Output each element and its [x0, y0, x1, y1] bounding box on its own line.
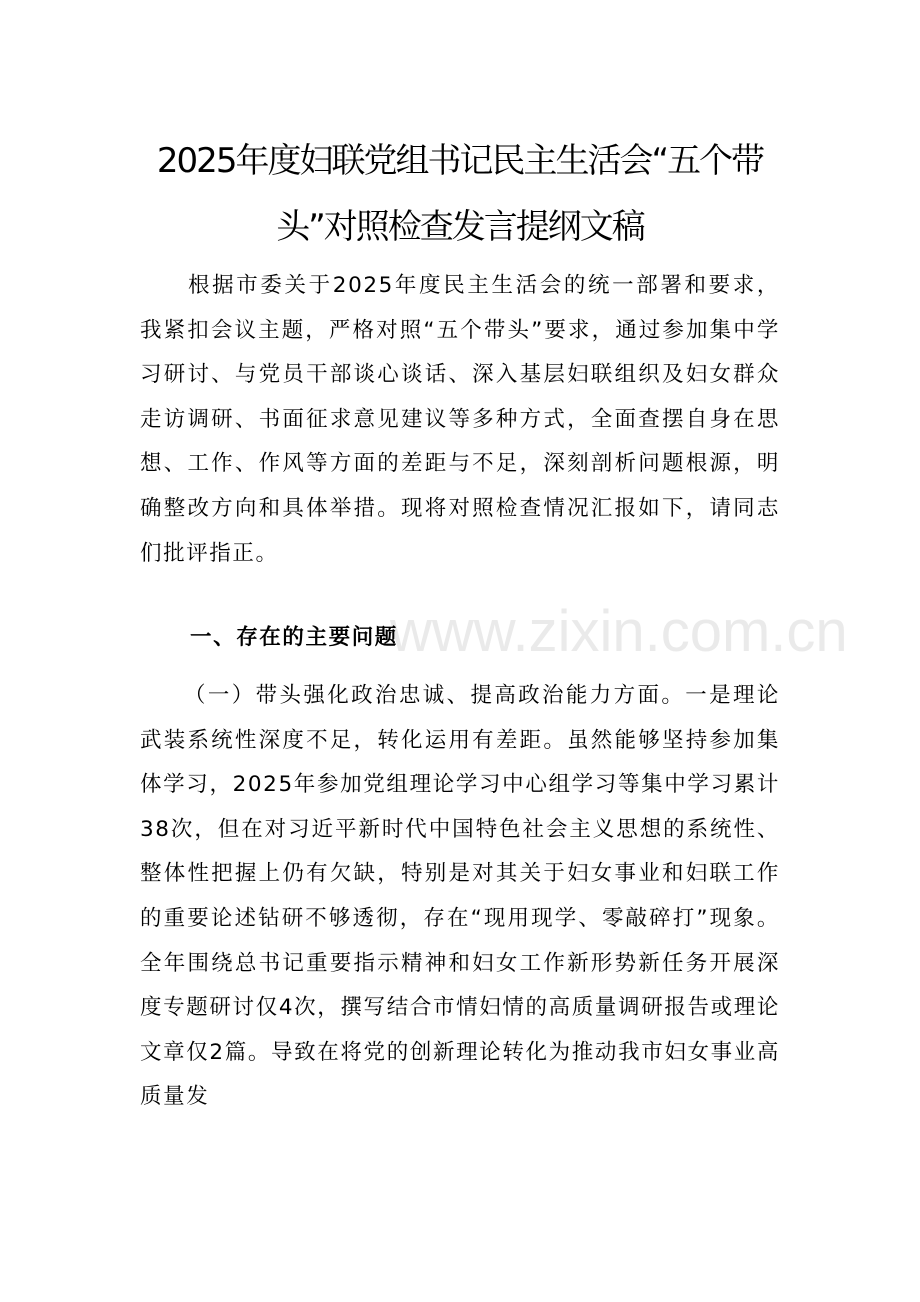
intro-paragraph: 根据市委关于2025年度民主生活会的统一部署和要求，我紧扣会议主题，严格对照“五个带头”要求，通过参加集中学习研讨、与党员干部谈心谈话、深入基层妇联组织及妇女群众走访调研、书面征求意见建议等多种方式，全面查摆自身在思想、工作、作风等方面的差距与不足，深刻剖析问题根源，明确整改方向和具体举措。现将对照检查情况汇报如下，请同志们批评指正。 [140, 273, 780, 566]
watermark-text: www.zixin.com.cn [390, 599, 848, 664]
section-heading: 一、存在的主要问题 [190, 625, 398, 650]
document-title: 2025年度妇联党组书记民主生活会“五个带头”对照检查发言提纲文稿 [156, 141, 764, 247]
section-paragraph: （一）带头强化政治忠诚、提高政治能力方面。一是理论武装系统性深度不足，转化运用有差距。虽然能够坚持参加集体学习，2025年参加党组理论学习中心组学习等集中学习累计38次，但在对习近平新时代中国特色社会主义思想的系统性、整体性把握上仍有欠缺，特别是对其关于妇女事业和妇联工作的重要论述钻研不够透彻，存在“现用现学、零敲碎打”现象。全年围绕总书记重要指示精神和妇女工作新形势新任务开展深度专题研讨仅4次，撰写结合市情妇情的高质量调研报告或理论文章仅2篇。导致在将党的创新理论转化为推动我市妇女事业高质量发 [140, 683, 780, 1110]
